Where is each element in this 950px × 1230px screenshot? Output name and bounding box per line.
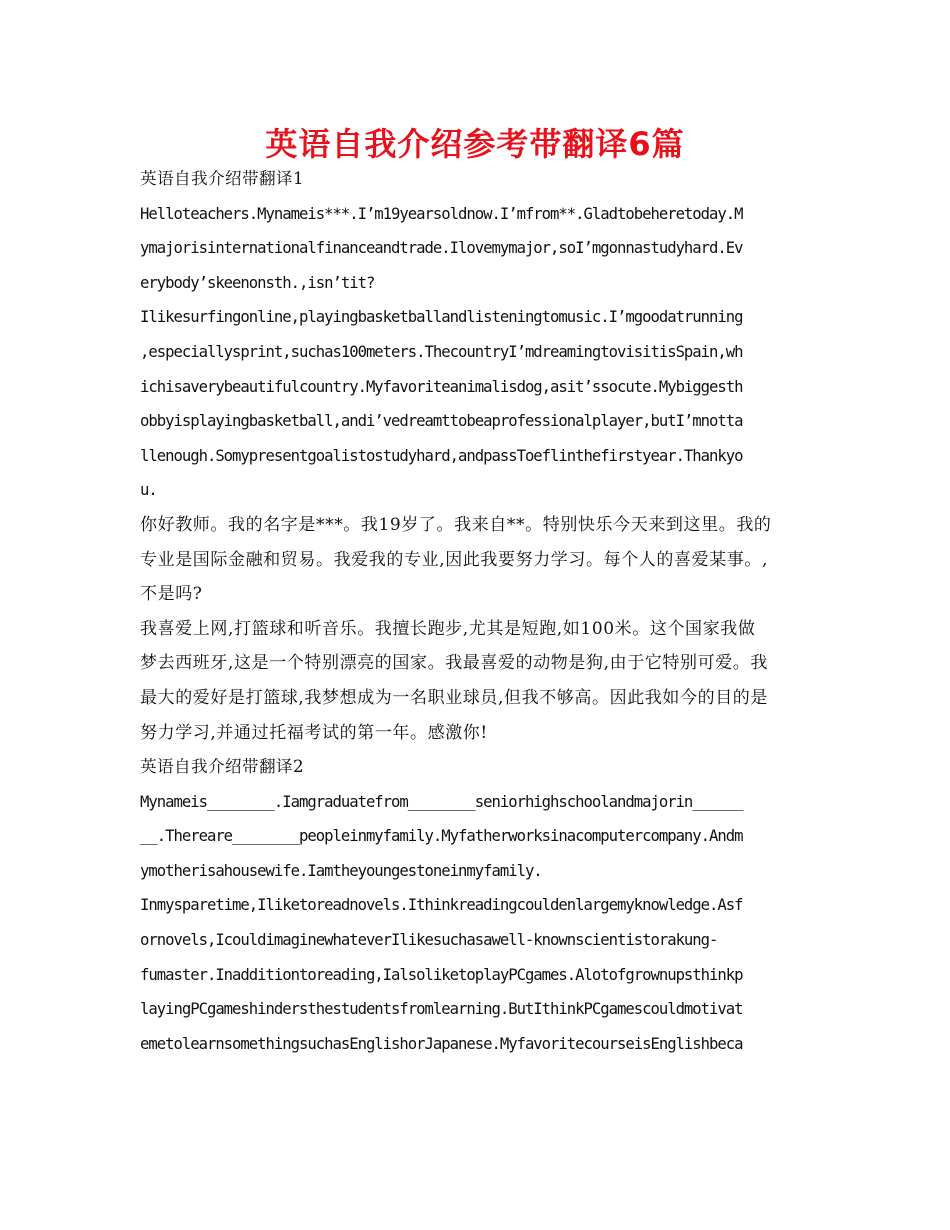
paragraph-line: __.Thereare________peopleinmyfamily.Myfatherworksinacomputercompany.Andm (140, 827, 743, 846)
paragraph-line: Inmysparetime,Iliketoreadnovels.Ithinkreadingcouldenlargemyknowledge.Asf (140, 896, 743, 915)
section-heading: 英语自我介绍带翻译2 (140, 757, 304, 777)
paragraph-line: ,especiallysprint,suchas100meters.ThecountryI’mdreamingtovisitisSpain,wh (140, 342, 743, 361)
paragraph-line: erybody’skeenonsth.,isn’tit? (140, 273, 375, 292)
paragraph-line: 不是吗? (140, 584, 203, 605)
paragraph-line: ymajorisinternationalfinanceandtrade.Ilovemymajor,soI’mgonnastudyhard.Ev (140, 239, 743, 258)
paragraph-line: ornovels,IcouldimaginewhateverIlikesuchasawell-knownscientistorakung- (140, 931, 718, 950)
paragraph-line: Helloteachers.Mynameis***.I’m19yearsoldnow.I’mfrom**.Gladtobeheretoday.M (140, 204, 743, 223)
paragraph-line: 你好教师。我的名字是***。我19岁了。我来自**。特别快乐今天来到这里。我的 (140, 514, 772, 535)
paragraph-line: ichisaverybeautifulcountry.Myfavoriteanimalisdog,asit’ssocute.Mybiggesth (140, 377, 743, 396)
document-title: 英语自我介绍参考带翻译6篇 (265, 125, 685, 163)
paragraph-line: 梦去西班牙,这是一个特别漂亮的国家。我最喜爱的动物是狗,由于它特别可爱。我 (140, 653, 769, 674)
paragraph-line: 我喜爱上网,打篮球和听音乐。我擅长跑步,尤其是短跑,如100米。这个国家我做 (140, 618, 756, 639)
paragraph-line: fumaster.Inadditiontoreading,IalsoliketoplayPCgames.Alotofgrownupsthinkp (140, 965, 743, 984)
paragraph-line: Ilikesurfingonline,playingbasketballandlisteningtomusic.I’mgoodatrunning (140, 308, 743, 327)
paragraph-line: llenough.Somypresentgoalistostudyhard,andpassToeflinthefirstyear.Thankyo (140, 446, 743, 465)
paragraph-line: emetolearnsomethingsuchasEnglishorJapanese.MyfavoritecourseisEnglishbeca (140, 1034, 743, 1053)
paragraph-line: 专业是国际金融和贸易。我爱我的专业,因此我要努力学习。每个人的喜爱某事。, (140, 549, 769, 570)
paragraph-line: obbyisplayingbasketball,andi’vedreamttobeaprofessionalplayer,butI’mnotta (140, 412, 743, 431)
paragraph-line: Mynameis________.Iamgraduatefrom________seniorhighschoolandmajorin______ (140, 792, 743, 811)
paragraph-line: 努力学习,并通过托福考试的第一年。感激你! (140, 722, 488, 743)
paragraph-line: u. (140, 481, 157, 500)
document-body (140, 162, 812, 1061)
section-heading: 英语自我介绍带翻译1 (140, 169, 304, 188)
paragraph-line: ymotherisahousewife.Iamtheyoungestoneinmyfamily. (140, 861, 542, 880)
paragraph-line: layingPCgameshindersthestudentsfromlearning.ButIthinkPCgamescouldmotivat (140, 1000, 743, 1019)
paragraph-line: 最大的爱好是打篮球,我梦想成为一名职业球员,但我不够高。因此我如今的目的是 (140, 687, 769, 708)
